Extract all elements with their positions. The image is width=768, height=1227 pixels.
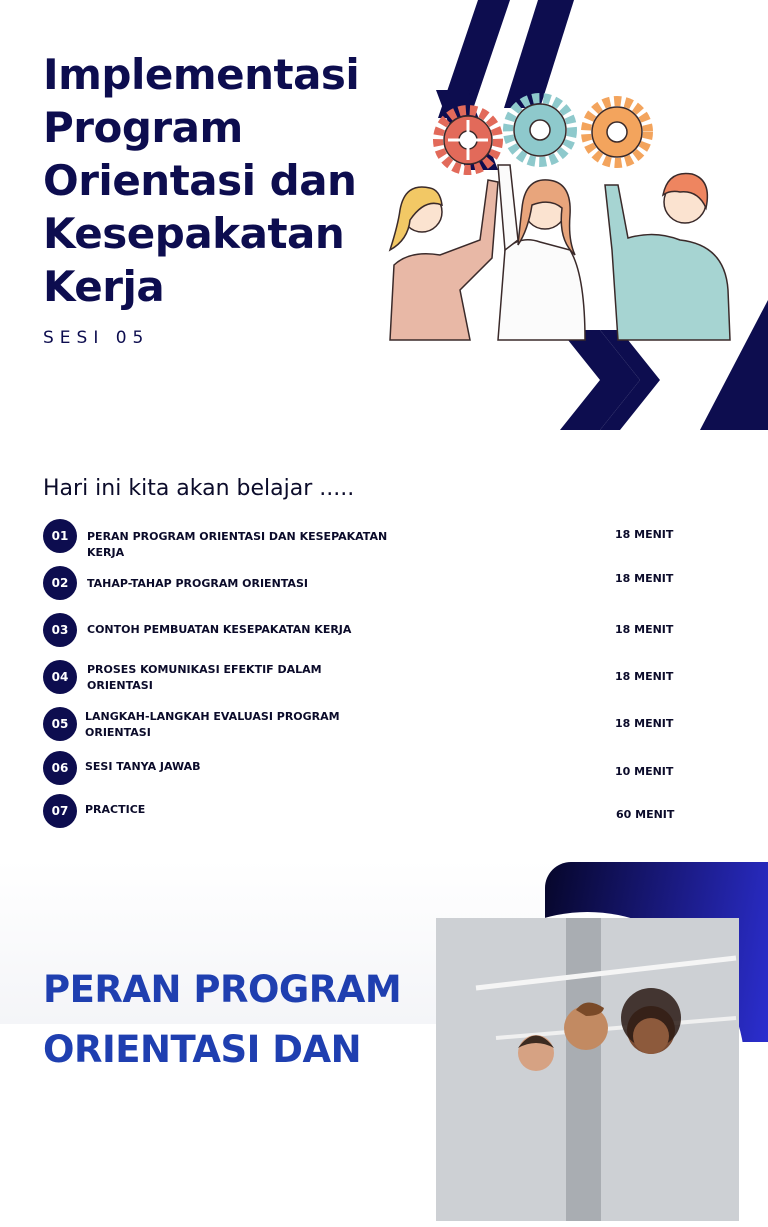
agenda-item-label: LANGKAH-LANGKAH EVALUASI PROGRAM ORIENTASI: [85, 710, 340, 739]
agenda-item-duration: 18 MENIT: [615, 623, 674, 636]
agenda-item: [43, 613, 693, 647]
cover-title: [43, 48, 403, 313]
session-label: SESI 05: [43, 328, 150, 348]
agenda-number-badge: 02: [43, 566, 77, 600]
person-1: [390, 180, 498, 340]
agenda-item: [43, 707, 693, 741]
agenda-item-duration: 18 MENIT: [615, 670, 674, 683]
agenda-slide: [0, 430, 768, 860]
agenda-item-label: PRACTICE: [85, 803, 146, 816]
person-3: [605, 173, 730, 340]
title-line-1: Implementasi: [43, 50, 360, 99]
agenda-item: [43, 660, 693, 694]
agenda-heading: Hari ini kita akan belajar .....: [43, 476, 355, 501]
agenda-item-duration: 60 MENIT: [616, 808, 675, 821]
gear-teal-icon: [508, 98, 572, 162]
agenda-number-badge: 07: [43, 794, 77, 828]
agenda-item-label: CONTOH PEMBUATAN KESEPAKATAN KERJA: [87, 623, 352, 636]
agenda-number-badge: 04: [43, 660, 77, 694]
gear-orange-icon: [586, 101, 648, 163]
agenda-item-duration: 18 MENIT: [615, 717, 674, 730]
agenda-item: [43, 751, 693, 785]
agenda-item-duration: 18 MENIT: [615, 572, 674, 585]
agenda-item-label: PROSES KOMUNIKASI EFEKTIF DALAM ORIENTASI: [87, 663, 322, 692]
people-raising-gears-illustration: [380, 90, 740, 340]
agenda-number-badge: 06: [43, 751, 77, 785]
agenda-item-duration: 18 MENIT: [615, 528, 674, 541]
title-line-4: Kesepakatan: [43, 209, 345, 258]
photo-content: [436, 918, 739, 1221]
title-line-3: Orientasi dan: [43, 156, 357, 205]
agenda-item: [43, 566, 693, 600]
section-slide: [0, 860, 768, 1071]
agenda-item-duration: 10 MENIT: [615, 765, 674, 778]
agenda-item-label: SESI TANYA JAWAB: [85, 760, 201, 773]
agenda-item: [43, 519, 693, 559]
section-title-line-2: ORIENTASI DAN: [43, 1028, 362, 1071]
agenda-number-badge: 01: [43, 519, 77, 553]
team-meeting-photo: [430, 912, 745, 1227]
agenda-number-badge: 03: [43, 613, 77, 647]
title-line-5: Kerja: [43, 262, 165, 311]
agenda-number-badge: 05: [43, 707, 77, 741]
person-2: [498, 165, 585, 340]
title-line-2: Program: [43, 103, 243, 152]
section-title: [43, 960, 401, 1080]
section-title-line-1: PERAN PROGRAM: [43, 968, 402, 1011]
agenda-item: [43, 794, 693, 828]
cover-slide: [0, 0, 768, 430]
agenda-item-label: TAHAP-TAHAP PROGRAM ORIENTASI: [87, 577, 308, 590]
gear-red-icon: [438, 110, 498, 170]
agenda-item-label: PERAN PROGRAM ORIENTASI DAN KESEPAKATAN KERJA: [87, 530, 388, 559]
